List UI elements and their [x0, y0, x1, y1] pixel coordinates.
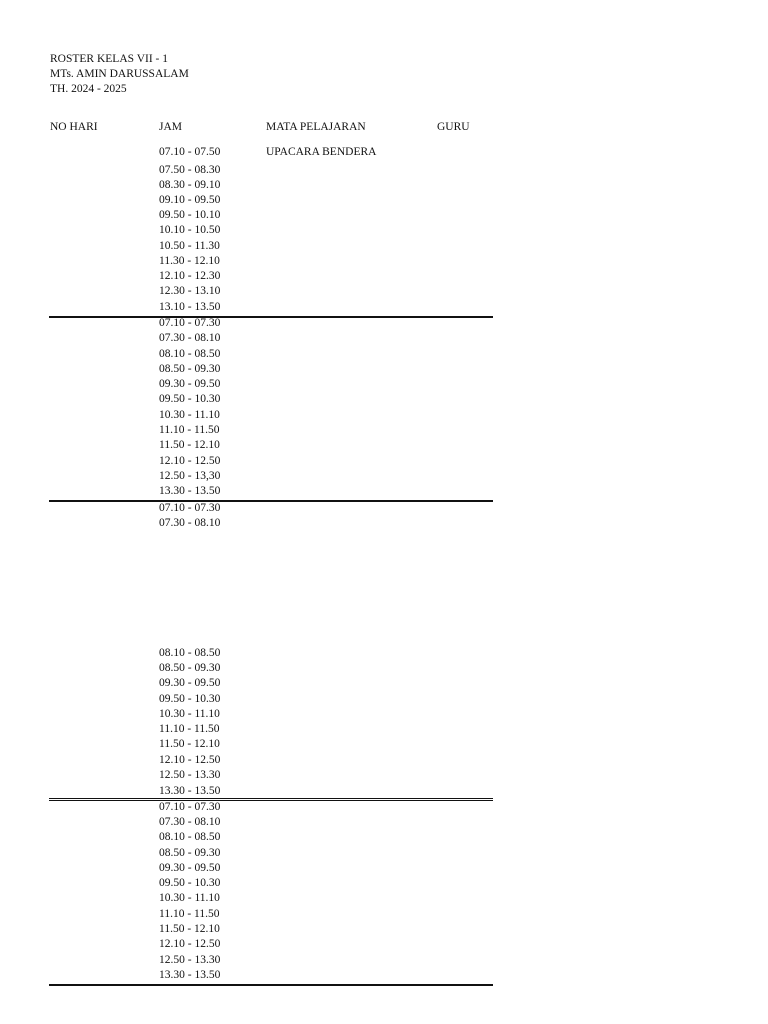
day-divider — [49, 500, 493, 502]
time-slot: 07.30 - 08.10 — [159, 816, 221, 828]
roster-title: ROSTER KELAS VII - 1 — [50, 53, 168, 65]
time-slot: 12.30 - 13.10 — [159, 285, 221, 297]
time-slot: 09.30 - 09.50 — [159, 378, 221, 390]
time-slot: 08.10 - 08.50 — [159, 348, 221, 360]
subject-cell: UPACARA BENDERA — [266, 146, 377, 158]
time-slot: 13.30 - 13.50 — [159, 969, 221, 981]
column-header-guru: GURU — [437, 121, 470, 133]
time-slot: 10.30 - 11.10 — [159, 708, 220, 720]
time-slot: 08.50 - 09.30 — [159, 363, 221, 375]
time-slot: 09.30 - 09.50 — [159, 677, 221, 689]
time-slot: 08.50 - 09.30 — [159, 847, 221, 859]
time-slot: 10.30 - 11.10 — [159, 892, 220, 904]
time-slot: 10.30 - 11.10 — [159, 409, 220, 421]
time-slot: 11.10 - 11.50 — [159, 723, 220, 735]
column-header-mata-pelajaran: MATA PELAJARAN — [266, 121, 366, 133]
time-slot: 10.10 - 10.50 — [159, 224, 221, 236]
time-slot: 11.50 - 12.10 — [159, 923, 220, 935]
time-slot: 13.30 - 13.50 — [159, 485, 221, 497]
time-slot: 12.50 - 13.30 — [159, 769, 221, 781]
time-slot: 08.30 - 09.10 — [159, 179, 221, 191]
time-slot: 10.50 - 11.30 — [159, 240, 220, 252]
time-slot: 09.50 - 10.30 — [159, 693, 221, 705]
time-slot: 07.10 - 07.30 — [159, 801, 221, 813]
time-slot: 07.10 - 07.50 — [159, 146, 221, 158]
time-slot: 13.10 - 13.50 — [159, 301, 221, 313]
day-divider — [49, 984, 493, 986]
time-slot: 09.50 - 10.30 — [159, 877, 221, 889]
time-slot: 12.10 - 12.50 — [159, 938, 221, 950]
time-slot: 08.50 - 09.30 — [159, 662, 221, 674]
time-slot: 09.50 - 10.10 — [159, 209, 221, 221]
day-divider — [49, 798, 493, 801]
time-slot: 12.50 - 13,30 — [159, 470, 221, 482]
time-slot: 11.50 - 12.10 — [159, 738, 220, 750]
time-slot: 09.50 - 10.30 — [159, 393, 221, 405]
academic-year: TH. 2024 - 2025 — [50, 83, 127, 95]
time-slot: 11.30 - 12.10 — [159, 255, 220, 267]
time-slot: 09.30 - 09.50 — [159, 862, 221, 874]
school-name: MTs. AMIN DARUSSALAM — [50, 68, 189, 80]
time-slot: 07.50 - 08.30 — [159, 164, 221, 176]
time-slot: 07.10 - 07.30 — [159, 502, 221, 514]
column-header-no-hari: NO HARI — [50, 121, 98, 133]
time-slot: 12.10 - 12.50 — [159, 754, 221, 766]
time-slot: 07.10 - 07.30 — [159, 317, 221, 329]
time-slot: 08.10 - 08.50 — [159, 831, 221, 843]
time-slot: 11.50 - 12.10 — [159, 439, 220, 451]
time-slot: 12.10 - 12.30 — [159, 270, 221, 282]
time-slot: 11.10 - 11.50 — [159, 424, 220, 436]
day-divider — [49, 316, 493, 318]
time-slot: 09.10 - 09.50 — [159, 194, 221, 206]
column-header-jam: JAM — [159, 121, 183, 133]
time-slot: 08.10 - 08.50 — [159, 647, 221, 659]
time-slot: 12.10 - 12.50 — [159, 455, 221, 467]
time-slot: 11.10 - 11.50 — [159, 908, 220, 920]
time-slot: 13.30 - 13.50 — [159, 785, 221, 797]
time-slot: 07.30 - 08.10 — [159, 332, 221, 344]
time-slot: 12.50 - 13.30 — [159, 954, 221, 966]
time-slot: 07.30 - 08.10 — [159, 517, 221, 529]
